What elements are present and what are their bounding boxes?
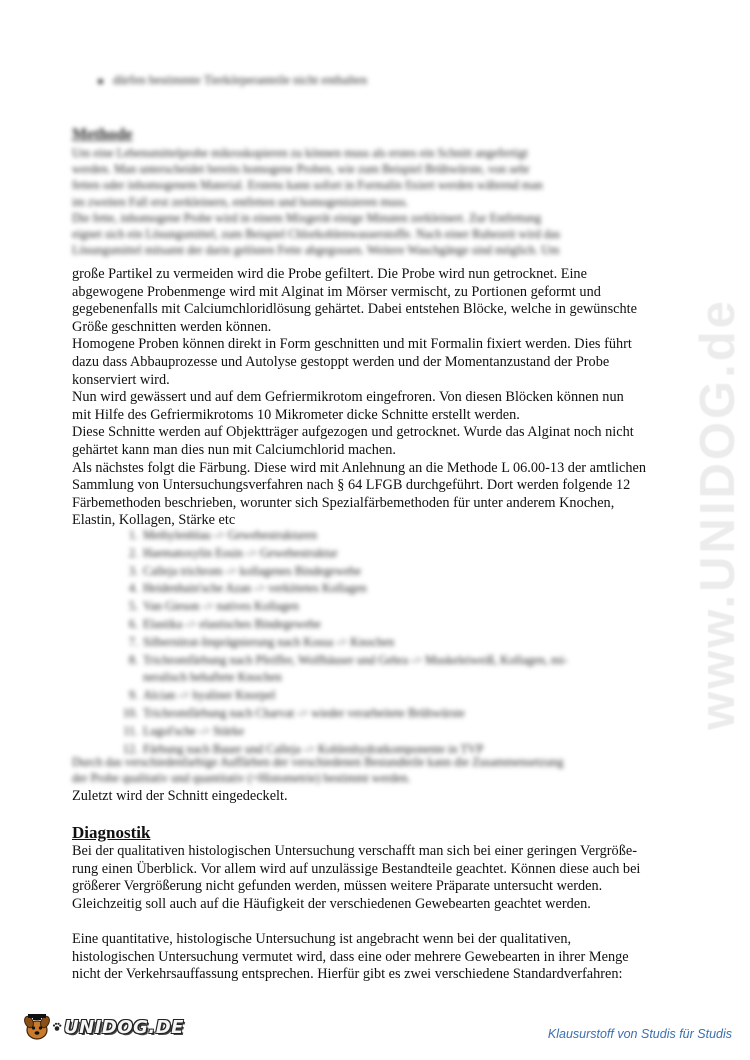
- text-line: Um eine Lebensmittelprobe mikroskopieren zu können muss als erstes ein Schnitt angefertigt: [72, 146, 528, 160]
- list-item-text: Heidenhain'sche Azan -> verkittetes Kollagen: [143, 581, 367, 596]
- text-line: gegebenenfalls mit Calciumchloridlösung gehärtet. Dabei entstehen Blöcke, welche in gewünschte: [72, 301, 637, 318]
- top-bullet-item: [98, 72, 367, 88]
- list-item-number: 3.: [128, 563, 138, 578]
- list-item: [118, 634, 678, 652]
- watermark: www.UNIDOG.de: [691, 298, 745, 730]
- list-item-number: 7.: [128, 634, 138, 649]
- methode-heading: Methode: [72, 126, 133, 143]
- bullet-icon: [98, 79, 103, 84]
- text-line: im zweiten Fall erst zerkleinern, entfetten und homogenisieren muss.: [72, 194, 409, 209]
- dog-logo-icon: [22, 1012, 52, 1042]
- text-line: Elastin, Kollagen, Stärke etc: [72, 512, 236, 529]
- text-line: Als nächstes folgt die Färbung. Diese wird mit Anlehnung an die Methode L 06.00-13 der amtlichen: [72, 459, 647, 476]
- list-item-number: 11.: [123, 723, 138, 738]
- list-item-number: 6.: [128, 616, 138, 631]
- text-line: größerer Vergrößerung nicht gefunden werden, müssen weitere Präparate untersucht werden.: [72, 878, 603, 895]
- list-item: [118, 669, 678, 687]
- methode-body: [72, 266, 684, 530]
- methode-blurred-paragraph: [72, 145, 684, 258]
- list-item-text: neralisch behaftete Knochen: [143, 670, 282, 685]
- after-list-paragraph: [72, 754, 684, 786]
- footer-tagline: Klausurstoff von Studis für Studis: [547, 1027, 732, 1041]
- list-item: [118, 527, 678, 545]
- text-line: Färbemethoden beschrieben, worunter sich Spezialfärbemethoden für unter anderem Knochen,: [72, 494, 615, 511]
- closing-line: [72, 788, 684, 806]
- list-item-text: Elastika -> elastisches Bindegewebe: [143, 616, 321, 631]
- list-item-text: Van Gieson -> natives Kollagen: [143, 599, 299, 614]
- list-item-number: 12.: [122, 741, 138, 756]
- list-item-text: Färbung nach Bauer und Calleja -> Kohlenhydratkomponente in TVP: [143, 741, 484, 756]
- staining-methods-list: [118, 527, 678, 758]
- list-item: [118, 545, 678, 563]
- list-item-number: 4.: [128, 581, 138, 596]
- list-item-number: 8.: [128, 652, 138, 667]
- text-line: Größe geschnitten werden können.: [72, 318, 272, 335]
- list-item-text: Methylenblau -> Gewebestrukturen: [143, 528, 318, 542]
- text-line: rung einen Überblick. Vor allem wird auf unzulässige Bestandteile geachtet. Können diese auch bei: [72, 860, 641, 877]
- list-item-text: Trichromfärbung nach Charvat -> wieder verarbeitete Brühwürste: [143, 705, 465, 720]
- text-line: Diese Schnitte werden auf Objektträger aufgezogen und getrocknet. Wurde das Alginat noch nicht: [72, 424, 634, 441]
- list-item-text: Silbernitrat-Imprägnierung nach Kossa -> Knochen: [143, 634, 395, 649]
- list-item: [118, 563, 678, 581]
- diagnostik-heading: Diagnostik: [72, 823, 151, 842]
- footer-logo[interactable]: [22, 1012, 184, 1042]
- text-line: Zuletzt wird der Schnitt eingedeckelt.: [72, 788, 288, 804]
- text-line: Lösungsmittel mitsamt der darin gelösten Fette abgegossen. Weitere Waschgänge sind möglich. Um: [72, 243, 560, 258]
- text-line: Die fette, inhomogene Probe wird in einem Mixgerät einige Minuten zerkleinert. Zur Entfettung: [72, 210, 542, 225]
- text-line: konserviert wird.: [72, 371, 170, 388]
- text-line: Eine quantitative, histologische Untersuchung ist angebracht wenn bei der qualitativen,: [72, 930, 572, 947]
- text-line: werden. Man unterscheidet bereits homogene Proben, wie zum Beispiel Brühwürste, von sehr: [72, 162, 530, 177]
- list-item-text: Alcian -> hyaliner Knorpel: [143, 688, 276, 703]
- text-line: dazu dass Abbauprozesse und Autolyse gestoppt werden und der Momentanzustand der Probe: [72, 353, 610, 370]
- list-item-text: Calleja trichrom -> kollagenes Bindegewebe: [143, 563, 362, 578]
- text-line: Nun wird gewässert und auf dem Gefriermikrotom eingefroren. Von diesen Blöcken können nun: [72, 389, 624, 406]
- diagnostik-body: [72, 843, 684, 984]
- paw-icon: [52, 1022, 62, 1032]
- list-item-number: 5.: [128, 599, 138, 614]
- list-item-text: Haematoxylin Eosin -> Gewebestruktur: [143, 545, 338, 560]
- list-item: [118, 598, 678, 616]
- text-line: große Partikel zu vermeiden wird die Probe gefiltert. Die Probe wird nun getrocknet. Eine: [72, 266, 587, 282]
- list-item: [118, 723, 678, 741]
- text-line: Sammlung von Untersuchungsverfahren nach § 64 LFGB durchgeführt. Dort werden folgende 12: [72, 477, 631, 494]
- text-line: abgewogene Probenmenge wird mit Alginat im Mörser vermischt, zu Portionen geformt und: [72, 283, 601, 300]
- list-item: [118, 616, 678, 634]
- list-item-number: 1.: [128, 528, 138, 542]
- text-line: nicht der Verkehrsauffassung entsprechen. Hierfür gibt es zwei verschiedene Standardverfahren:: [72, 966, 623, 983]
- logo-text: UNIDOG.DE: [64, 1016, 184, 1038]
- list-item: [118, 652, 678, 670]
- text-line: histologischen Untersuchung vermutet wird, dass eine oder mehrere Gewebearten in ihrer Menge: [72, 948, 629, 965]
- list-item-number: 2.: [128, 545, 138, 560]
- list-item: [118, 687, 678, 705]
- list-item: [118, 580, 678, 598]
- text-line: Durch das verschiedenfarbige Auffärben der verschiedenen Bestandteile kann die Zusammensetzung: [72, 755, 564, 769]
- list-item: [118, 705, 678, 723]
- list-item-text: Lugol'sche -> Stärke: [143, 723, 245, 738]
- list-item-number: 9.: [128, 688, 138, 703]
- text-line: Homogene Proben können direkt in Form geschnitten und mit Formalin fixiert werden. Dies führt: [72, 336, 632, 353]
- list-item-text: Trichromfärbung nach Pfeiffer, Wolfhäuser und Gehra -> Muskeleiweiß, Kollagen, mi-: [143, 652, 568, 667]
- text-line: Bei der qualitativen histologischen Untersuchung verschafft man sich bei einer geringen Vergröße-: [72, 843, 637, 859]
- text-line: fetten oder inhomogenem Material. Erstens kann sofort in Formalin fixiert werden während man: [72, 178, 543, 193]
- blank-line: [72, 913, 684, 931]
- list-item-number: 10.: [122, 705, 138, 720]
- top-bullet-text: dürfen bestimmte Tierkörperanteile nicht enthalten: [113, 73, 368, 87]
- text-line: der Probe qualitativ und quantitativ (=Histometrie) bestimmt werden.: [72, 771, 411, 786]
- text-line: gehärtet kann man dies nun mit Calciumchlorid machen.: [72, 441, 396, 458]
- text-line: Gleichzeitig soll auch auf die Häufigkeit der verschiedenen Gewebearten geachtet werden.: [72, 895, 591, 912]
- text-line: eignet sich ein Lösungsmittel, zum Beispiel Chlorkohlenwasserstoffe. Nach einer Ruhezeit wird das: [72, 227, 561, 242]
- text-line: mit Hilfe des Gefriermikrotoms 10 Mikrometer dicke Schnitte erstellt werden.: [72, 406, 520, 423]
